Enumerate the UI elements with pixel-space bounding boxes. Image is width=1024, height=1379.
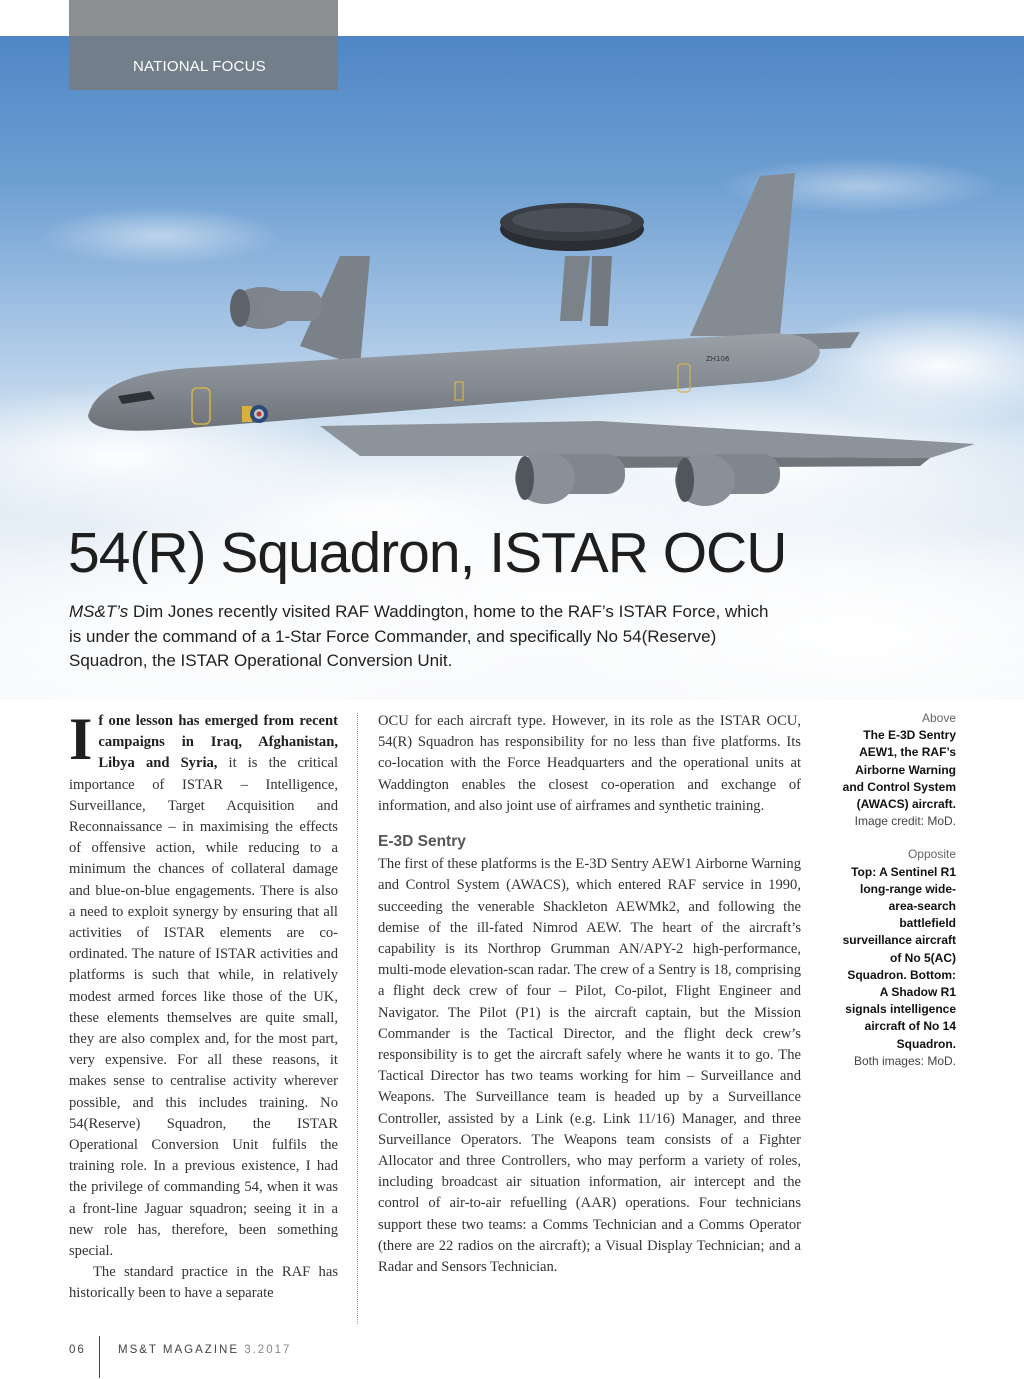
caption-body: The E-3D Sentry AEW1, the RAF’s Airborne Warning and Control System (AWACS) aircraft.: [842, 728, 956, 812]
caption-credit: Image credit: MoD.: [854, 814, 956, 829]
caption-label: Opposite: [907, 847, 956, 862]
drop-cap: I: [69, 706, 93, 772]
paragraph-text: it is the critical importance of ISTAR – Intelligence, Surveillance, Target Acquisition and Reconnaissance – in maximising the effects of offensive action, while reducing to a minimum the chances of collateral damage and blue-on-blue engagements. There is also a need to exploit synergy by ensuring that all activities of ISTAR elements are co-ordinated. The nature of ISTAR activities and platforms is such that while, in relatively modest armed forces like those of the UK, these elements themselves are quite small, they are also complex and, for the most part, very expensive. For all these reasons, it makes sense to centralise activity wherever possible, and this includes training. No 54(Reserve) Squadron, the ISTAR Operational Conversion Unit fulfils the training role. In a previous existence, I had the privilege of commanding 54, when it was a front-line Jaguar squadron; seeing it in a new role has, therefore, been something special.: [69, 755, 339, 1260]
page-title: 54(R) Squadron, ISTAR OCU: [68, 521, 787, 585]
column-divider: [357, 713, 358, 1324]
article-paragraph: The standard practice in the RAF has historically been to have a separate: [69, 1264, 338, 1302]
caption-body: Top: A Sentinel R1 long-range wide-area-search battlefield surveillance aircraft of No 5(AC) Squadron. Bottom: A Shadow R1 signals intelligence aircraft of No 14 Squadron.: [842, 864, 956, 1051]
article-paragraph: The first of these platforms is the E-3D Sentry AEW1 Airborne Warning and Control System (AWACS), which entered RAF service in 1990, succeeding the venerable Shackleton AEWMk2, and following the demise of the ill-fated Nimrod AEW. The heart of the aircraft’s capability is its Northrop Grumman AN/APY-2 high-performance, multi-mode elevation-scan radar. The crew of a Sentry is 18, comprising a flight deck crew of four – Pilot, Co-pilot, Flight Engineer and Navigator. The Pilot (P1) is the aircraft captain, but the Mission Commander is the Tactical Director, and the flight deck crew’s responsibility is to get the aircraft safely where he wants it to go. The Tactical Director has two teams working for him – Surveillance and Weapons. The Surveillance team is headed up by a Surveillance Controller, assisted by a Link (e.g. Link 11/16) Manager, and three Surveillance Operators. The Weapons team consists of a Fighter Allocator and three Controllers, who may perform a variety of roles, including broadcast air situation information, air intercept and the control of air-to-air refuelling (AAR) operations. Four technicians support these two teams: a Comms Technician and a Comms Operator (there are 22 radios on the aircraft); a Visual Display Technician; and a Radar and Sensors Technician.: [378, 856, 801, 1276]
standfirst-author: Dim Jones: [132, 602, 214, 621]
article-column-1: [69, 706, 339, 1305]
roundel-icon: [242, 405, 268, 423]
caption-credit: Both images: MoD.: [853, 1053, 956, 1068]
issue-number: 3.2017: [244, 1344, 292, 1356]
caption-sidebar: [836, 710, 956, 1070]
rotodome: [500, 203, 644, 251]
tail-serial: ZH106: [706, 355, 730, 363]
far-engine: [230, 287, 322, 329]
magazine-title: MS&T MAGAZINE: [118, 1344, 239, 1356]
standfirst: [69, 600, 769, 674]
article-paragraph: OCU for each aircraft type. However, in its role as the ISTAR OCU, 54(R) Squadron has responsibility for no less than five platforms. Its co-location with the Force Headquarters and the operational units at Waddington enables the closest co-operation and exchange of information, and also joint use of airframes and synthetic training.: [378, 713, 801, 814]
caption-opposite: [836, 846, 956, 1070]
section-label: NATIONAL FOCUS: [133, 58, 266, 75]
standfirst-text: recently visited RAF Waddington, home to the RAF’s ISTAR Force, which is under the command of a 1-Star Force Commander, and specifically No 54(Reserve) Squadron, the ISTAR Operational Conversion Unit.: [69, 602, 769, 670]
caption-label: Above: [921, 711, 956, 725]
subheading: E-3D Sentry: [378, 833, 466, 851]
article-paragraph: [69, 706, 339, 1262]
caption-above: [836, 710, 956, 830]
section-tab: [69, 0, 338, 90]
standfirst-publication: MS&T’s: [69, 602, 129, 621]
magazine-name: [118, 1344, 291, 1356]
page-footer: [0, 1336, 1024, 1376]
article-column-2: [378, 711, 801, 1278]
lead-in: f one lesson has emerged from recent campaigns in Iraq, Afghanistan, Libya and Syria,: [98, 713, 338, 772]
page-number: 06: [69, 1344, 86, 1356]
footer-rule: [99, 1336, 100, 1378]
